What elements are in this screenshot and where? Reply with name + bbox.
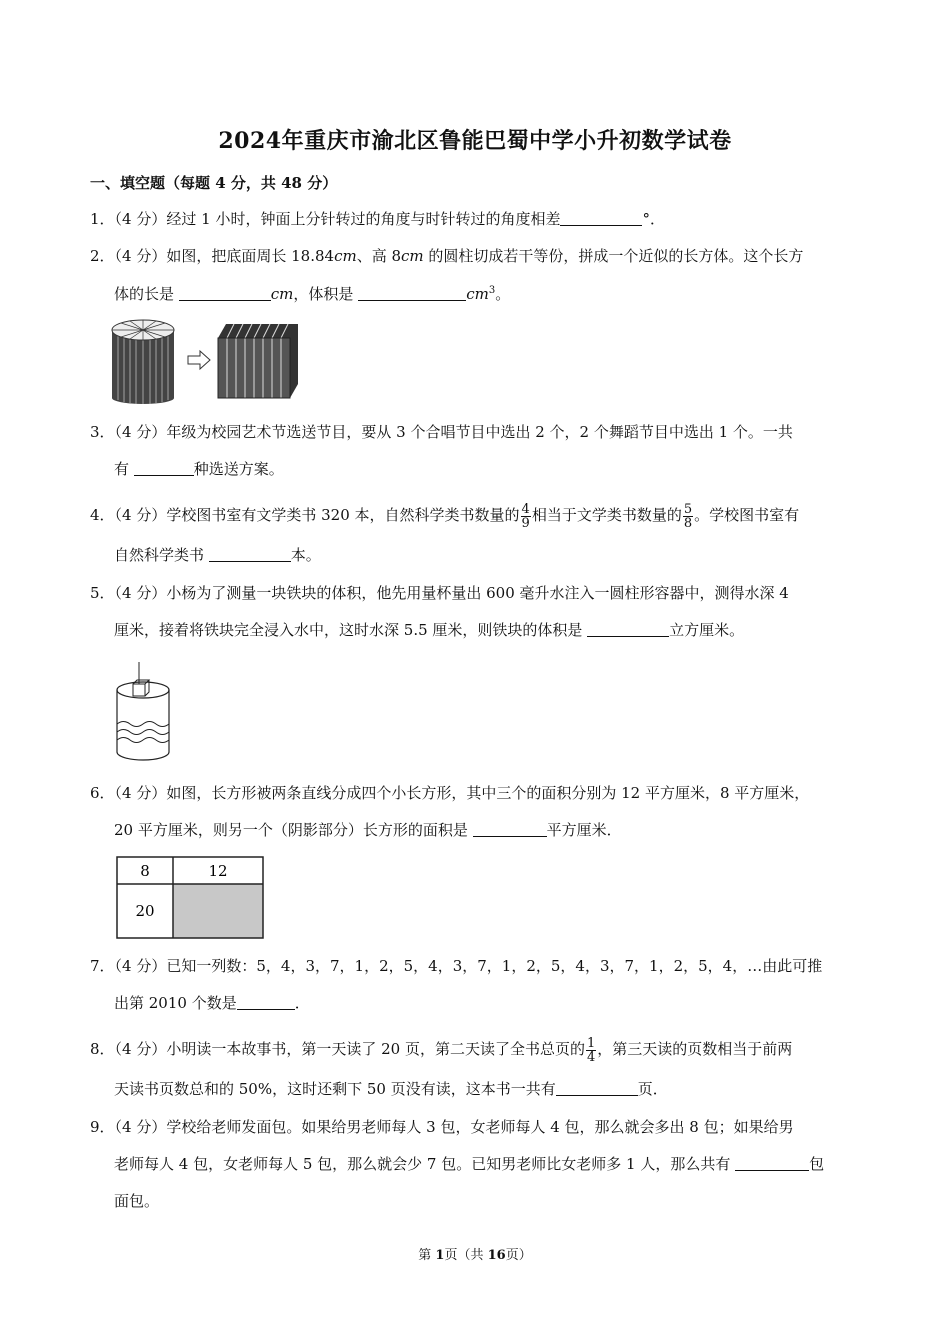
question-text: （4 分）小杨为了测量一块铁块的体积，他先用量杯量出 600 毫升水注入一圆柱形容器中，测得水深 4 (114, 584, 789, 602)
question-4 (90, 502, 860, 532)
arrow-icon (188, 351, 210, 369)
question-text: ． (294, 994, 310, 1012)
question-text: 种选送方案。 (193, 460, 284, 478)
question-number: 7． (90, 957, 115, 975)
question-text: 体的长是 (114, 285, 179, 303)
fraction-numerator: 5 (683, 502, 693, 517)
fraction (683, 503, 693, 530)
question-6 (90, 783, 860, 803)
unit-text: cm (270, 285, 294, 303)
question-9-cont (114, 1154, 884, 1174)
answer-blank[interactable] (560, 210, 642, 226)
question-text: （4 分）如图，长方形被两条直线分成四个小长方形，其中三个的面积分别为 12 平方厘米，8 平方厘米， (114, 784, 810, 802)
question-text: 页． (637, 1080, 668, 1098)
question-text: （4 分）学校图书室有文学类书 320 本，自然科学类书数量的 (114, 506, 520, 524)
question-7 (90, 956, 860, 976)
superscript: 3 (488, 285, 496, 296)
fraction (521, 503, 531, 530)
question-text: （4 分）如图，把底面周长 18.84 (114, 247, 335, 265)
question-text: 相当于文学类书数量的 (531, 506, 682, 524)
fraction-denominator: 8 (683, 515, 693, 531)
answer-blank[interactable] (587, 621, 669, 637)
page-footer (0, 1244, 950, 1263)
footer-text: 页（共 (444, 1248, 488, 1263)
question-text: 包 (809, 1155, 825, 1173)
question-number: 1． (90, 210, 115, 228)
section-heading: 一、填空题（每题 4 分，共 48 分） (90, 174, 338, 192)
question-4-cont (114, 545, 884, 565)
fraction-numerator: 4 (521, 502, 530, 517)
question-text: °． (642, 210, 665, 228)
question-6-cont (114, 820, 884, 840)
question-text: （4 分）小明读一本故事书，第一天读了 20 页，第二天读了全书总页的 (114, 1040, 585, 1058)
question-text: 本。 (290, 546, 321, 564)
page-total: 16 (487, 1248, 506, 1263)
answer-blank[interactable] (556, 1080, 638, 1096)
water-waves (117, 722, 169, 743)
question-7-cont (114, 993, 884, 1013)
question-number: 6． (90, 784, 115, 802)
page-title: 2024年重庆市渝北区鲁能巴蜀中学小升初数学试卷 (218, 128, 732, 154)
question-text: 的圆柱切成若干等份，拼成一个近似的长方体。这个长方 (423, 247, 804, 265)
page-number: 1 (435, 1248, 445, 1263)
answer-blank[interactable] (473, 821, 547, 837)
answer-blank[interactable] (358, 285, 466, 301)
question-text: 。 (495, 285, 511, 303)
question-text: 平方厘米． (546, 821, 622, 839)
question-5 (90, 583, 860, 603)
question-2 (90, 246, 860, 266)
question-5-cont (114, 620, 884, 640)
question-text: 厘米，接着将铁块完全浸入水中，这时水深 5.5 厘米，则铁块的体积是 (114, 621, 588, 639)
answer-blank[interactable] (209, 546, 291, 562)
cell-label: 12 (208, 862, 228, 880)
question-text: 、高 8 (356, 247, 402, 265)
question-3-cont (114, 459, 884, 479)
question-2-cont (114, 284, 884, 304)
question-1 (90, 209, 860, 229)
cylinder-to-cuboid-figure (110, 318, 305, 404)
footer-text: 第 (418, 1248, 436, 1263)
cell-label: 8 (140, 862, 150, 880)
answer-blank[interactable] (735, 1155, 809, 1171)
question-number: 4． (90, 506, 115, 524)
question-number: 2． (90, 247, 115, 265)
question-number: 9． (90, 1118, 115, 1136)
question-text: 立方厘米。 (669, 621, 745, 639)
question-text: 20 平方厘米，则另一个（阴影部分）长方形的面积是 (114, 821, 473, 839)
shaded-cell (173, 884, 263, 938)
question-text: 出第 2010 个数是 (114, 994, 237, 1012)
question-number: 3． (90, 423, 115, 441)
fraction-numerator: 1 (587, 1036, 596, 1051)
cell-label: 20 (135, 902, 155, 920)
unit-text: cm (466, 285, 489, 303)
answer-blank[interactable] (237, 994, 295, 1010)
question-text: ，体积是 (293, 285, 359, 303)
answer-blank[interactable] (134, 460, 194, 476)
question-text: 天读书页数总和的 50%，这时还剩下 50 页没有读，这本书一共有 (114, 1080, 556, 1098)
fraction (586, 1037, 596, 1064)
question-text: （4 分）已知一列数：5，4，3，7，1，2，5，4，3，7，1，2，5，4，3，7，1，2，5，4，…由此可推 (114, 957, 823, 975)
unit-text: cm (401, 247, 424, 265)
unit-text: cm (334, 247, 357, 265)
footer-text: 页） (505, 1248, 532, 1263)
answer-blank[interactable] (179, 285, 271, 301)
question-number: 5． (90, 584, 115, 602)
question-3 (90, 422, 860, 442)
fraction-denominator: 9 (521, 515, 530, 531)
iron-block (133, 684, 145, 696)
question-9 (90, 1117, 860, 1137)
question-number: 8． (90, 1040, 115, 1058)
question-9-cont-2 (114, 1191, 884, 1211)
question-text: （4 分）学校给老师发面包。如果给男老师每人 3 包，女老师每人 4 包，那么就会多出 8 包；如果给男 (114, 1118, 794, 1136)
question-8-cont (114, 1079, 884, 1099)
question-text: 有 (114, 460, 134, 478)
question-text: （4 分）年级为校园艺术节选送节目，要从 3 个合唱节目中选出 2 个，2 个舞蹈节目中选出 1 个。一共 (114, 423, 793, 441)
cuboid-slices (218, 324, 298, 398)
question-text: 自然科学类书 (114, 546, 209, 564)
fraction-denominator: 4 (587, 1049, 596, 1065)
container-figure (112, 660, 178, 762)
question-text: 。学校图书室有 (694, 506, 800, 524)
question-text: （4 分）经过 1 小时，钟面上分针转过的角度与时针转过的角度相差 (114, 210, 561, 228)
question-text: 面包。 (114, 1192, 160, 1210)
question-text: 老师每人 4 包，女老师每人 5 包，那么就会少 7 包。已知男老师比女老师多 1 人，那么共有 (114, 1155, 736, 1173)
question-text: ，第三天读的页数相当于前两 (597, 1040, 793, 1058)
rectangle-grid-figure (116, 856, 266, 940)
question-8 (90, 1036, 860, 1066)
